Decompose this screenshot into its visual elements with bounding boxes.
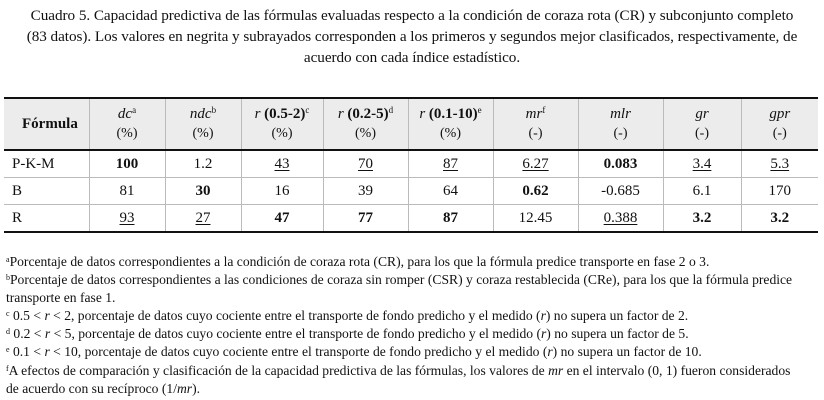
footnote-f: $^f$A efectos de comparación y clasificación de la capacidad predictiva de las fórmulas, los valores de mr en el intervalo (0, 1) fueron considerados — [6, 362, 791, 378]
table-cell: 81 — [89, 178, 165, 205]
table-cell: 39 — [323, 178, 408, 205]
table-cell: 87 — [408, 205, 493, 233]
table-row — [4, 205, 818, 233]
table-cell: 3.4 — [663, 150, 741, 178]
row-label: R — [12, 209, 23, 226]
footnote-b: $^b$Porcentaje de datos correspondientes a las condiciones de coraza sin romper (CSR) y coraza restablecida (CRe), para los que la fórmula predice — [6, 272, 793, 288]
caption-line-3: acuerdo con cada índice estadístico. — [303, 49, 521, 66]
table-cell: 47 — [241, 205, 323, 233]
header-r-02-5: r $(0.2-5)^d$ (%) — [323, 98, 408, 150]
table-cell: 27 — [165, 205, 241, 233]
table-row — [4, 150, 818, 178]
table-cell: 12.45 — [493, 205, 578, 233]
header-mlr: mlr (-) — [578, 98, 663, 150]
header-mr: $mr^f$ (-) — [493, 98, 578, 150]
footnotes — [6, 253, 818, 398]
header-dc: $dc^a$ (%) — [89, 98, 165, 150]
table-cell: 170 — [741, 178, 818, 205]
table-cell: 93 — [89, 205, 165, 233]
table-cell: 16 — [241, 178, 323, 205]
row-label: P-K-M — [12, 155, 55, 172]
header-row — [4, 98, 818, 150]
table-cell: 64 — [408, 178, 493, 205]
header-gr: gr (-) — [663, 98, 741, 150]
header-r-01-10: r $(0.1-10)^e$ (%) — [408, 98, 493, 150]
table-cell: 3.2 — [663, 205, 741, 233]
table-cell: 30 — [165, 178, 241, 205]
statistics-table — [4, 97, 818, 233]
footnote-b-continued: transporte en fase 1. — [6, 290, 116, 306]
table-cell: 77 — [323, 205, 408, 233]
table-cell: 3.2 — [741, 205, 818, 233]
table-cell: 1.2 — [165, 150, 241, 178]
table-cell: 0.62 — [493, 178, 578, 205]
header-r-05-2: r $(0.5-2)^c$ (%) — [241, 98, 323, 150]
table-caption — [6, 5, 818, 68]
footnote-c: $^c$ 0.5 < r < 2, porcentaje de datos cuyo cociente entre el transporte de fondo predicho y el medido (r) no supera un factor de 2. — [6, 308, 689, 324]
table-cell: 100 — [89, 150, 165, 178]
footnote-d: $^d$ 0.2 < r < 5, porcentaje de datos cuyo cociente entre el transporte de fondo predicho y el medido (r) no supera un factor de 5. — [6, 326, 689, 342]
table-cell: 0.388 — [578, 205, 663, 233]
table-cell: 0.083 — [578, 150, 663, 178]
table-cell: 6.1 — [663, 178, 741, 205]
table-cell: 43 — [241, 150, 323, 178]
table-cell: -0.685 — [578, 178, 663, 205]
header-gpr: gpr (-) — [741, 98, 818, 150]
footnote-e: $^e$ 0.1 < r < 10, porcentaje de datos cuyo cociente entre el transporte de fondo predicho y el medido (r) no supera un factor de 10. — [6, 344, 702, 360]
table-cell: 6.27 — [493, 150, 578, 178]
caption-line-1: Cuadro 5. Capacidad predictiva de las fórmulas evaluadas respecto a la condición de coraza rota (CR) y subconjunto completo — [30, 7, 794, 24]
row-label: B — [12, 182, 23, 199]
table-row — [4, 178, 818, 205]
table-cell: 5.3 — [741, 150, 818, 178]
footnote-f-continued: de acuerdo con su recíproco (1/mr). — [6, 380, 201, 396]
header-ndc: ndc$^b$ (%) — [165, 98, 241, 150]
table-cell: 70 — [323, 150, 408, 178]
footnote-a: $^a$Porcentaje de datos correspondientes a la condición de coraza rota (CR), para los que la fórmula predice transporte en fase 2 o 3. — [6, 254, 710, 269]
table-cell: 87 — [408, 150, 493, 178]
header-formula: Fórmula — [22, 116, 78, 132]
caption-line-2: (83 datos). Los valores en negrita y subrayados corresponden a los primeros y segundos mejor clasificados, respectivamente, de — [26, 28, 798, 45]
